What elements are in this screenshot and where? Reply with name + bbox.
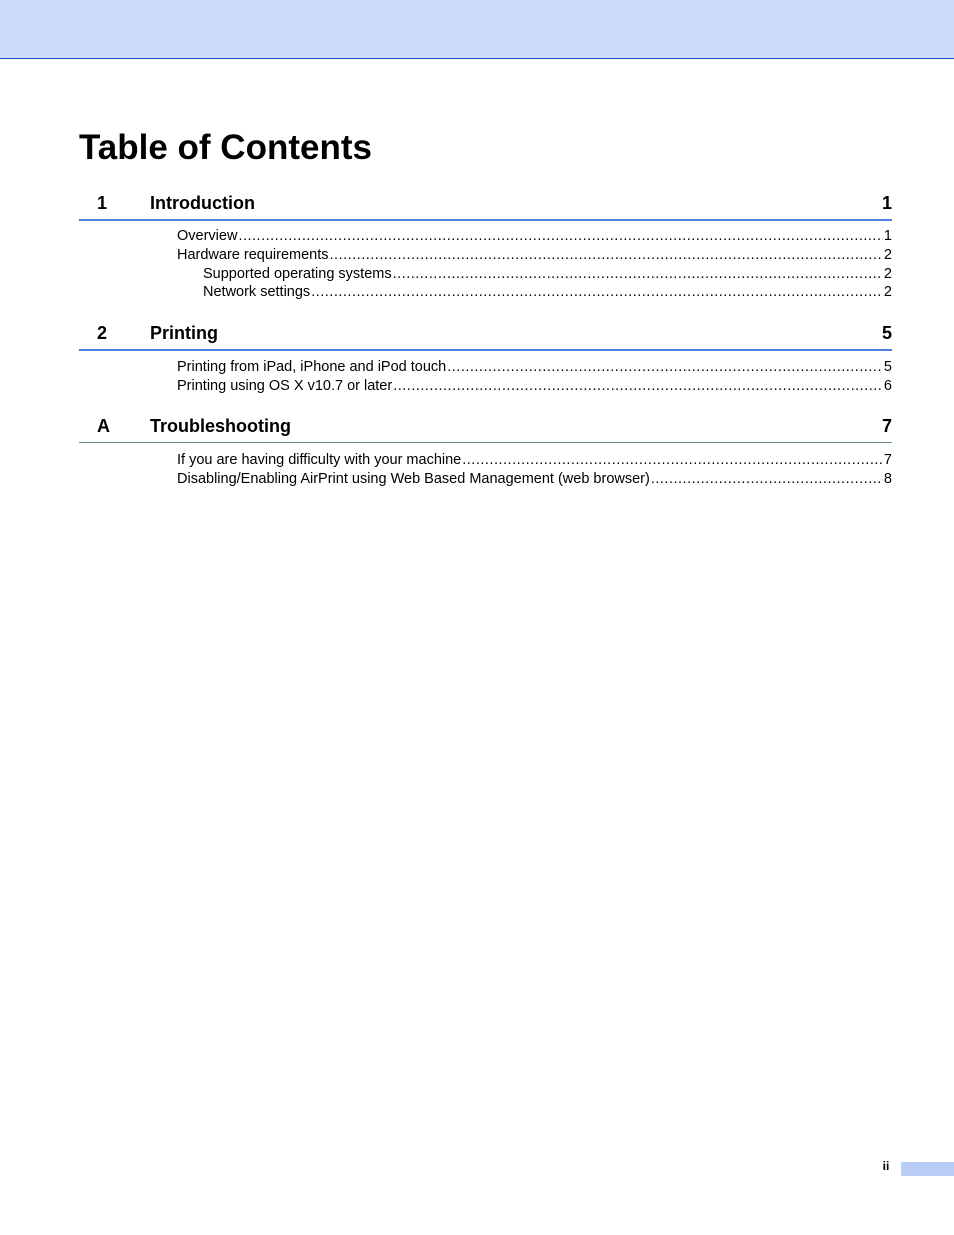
dot-leader <box>311 283 883 302</box>
chapter-title: Printing <box>150 323 218 343</box>
toc-entry-label: Network settings <box>203 284 311 300</box>
toc-entry-supported-operating-systems[interactable] <box>203 265 892 284</box>
chapter-heading-troubleshooting[interactable] <box>79 412 892 443</box>
chapter-title: Troubleshooting <box>150 416 291 436</box>
toc-entry-label: Hardware requirements <box>177 247 329 263</box>
header-band <box>0 0 954 59</box>
chapter-title: Introduction <box>150 193 255 213</box>
chapter-heading-printing[interactable] <box>79 319 892 351</box>
toc-entry-disabling-enabling-airprint[interactable] <box>177 470 892 489</box>
chapter-number: 1 <box>97 193 108 213</box>
page-title: Table of Contents <box>79 128 372 167</box>
toc-entry-page: 7 <box>883 452 892 468</box>
dot-leader <box>651 470 883 489</box>
toc-entry-difficulty-with-machine[interactable] <box>177 451 892 470</box>
chapter-page: 5 <box>881 323 892 343</box>
toc-entry-page: 2 <box>883 284 892 300</box>
toc-entry-page: 8 <box>883 471 892 487</box>
toc-entry-printing-from-ipad[interactable] <box>177 358 892 377</box>
toc-entry-page: 6 <box>883 378 892 394</box>
toc-entry-overview[interactable] <box>177 227 892 246</box>
toc-entry-label: Overview <box>177 228 238 244</box>
footer-tab <box>901 1162 954 1176</box>
toc-entry-printing-using-os-x[interactable] <box>177 377 892 396</box>
dot-leader <box>238 227 882 246</box>
dot-leader <box>462 451 883 470</box>
dot-leader <box>330 246 883 265</box>
footer-page-number: ii <box>882 1159 890 1173</box>
toc-entry-page: 2 <box>883 247 892 263</box>
dot-leader <box>393 265 883 284</box>
dot-leader <box>447 358 883 377</box>
toc-entry-label: Supported operating systems <box>203 266 392 282</box>
chapter-page: 1 <box>881 193 892 213</box>
chapter-heading-introduction[interactable] <box>79 189 892 221</box>
toc-entry-hardware-requirements[interactable] <box>177 246 892 265</box>
chapter-page: 7 <box>881 416 892 436</box>
dot-leader <box>393 377 883 396</box>
toc-entry-label: If you are having difficulty with your machine <box>177 452 462 468</box>
toc-entry-label: Printing using OS X v10.7 or later <box>177 378 393 394</box>
chapter-number: A <box>97 416 110 436</box>
toc-entry-page: 2 <box>883 266 892 282</box>
chapter-number: 2 <box>97 323 108 343</box>
toc-entry-page: 1 <box>883 228 892 244</box>
toc-entry-label: Disabling/Enabling AirPrint using Web Based Management (web browser) <box>177 471 650 487</box>
toc-entry-page: 5 <box>883 359 892 375</box>
toc-entry-network-settings[interactable] <box>203 283 892 302</box>
toc-entry-label: Printing from iPad, iPhone and iPod touch <box>177 359 447 375</box>
